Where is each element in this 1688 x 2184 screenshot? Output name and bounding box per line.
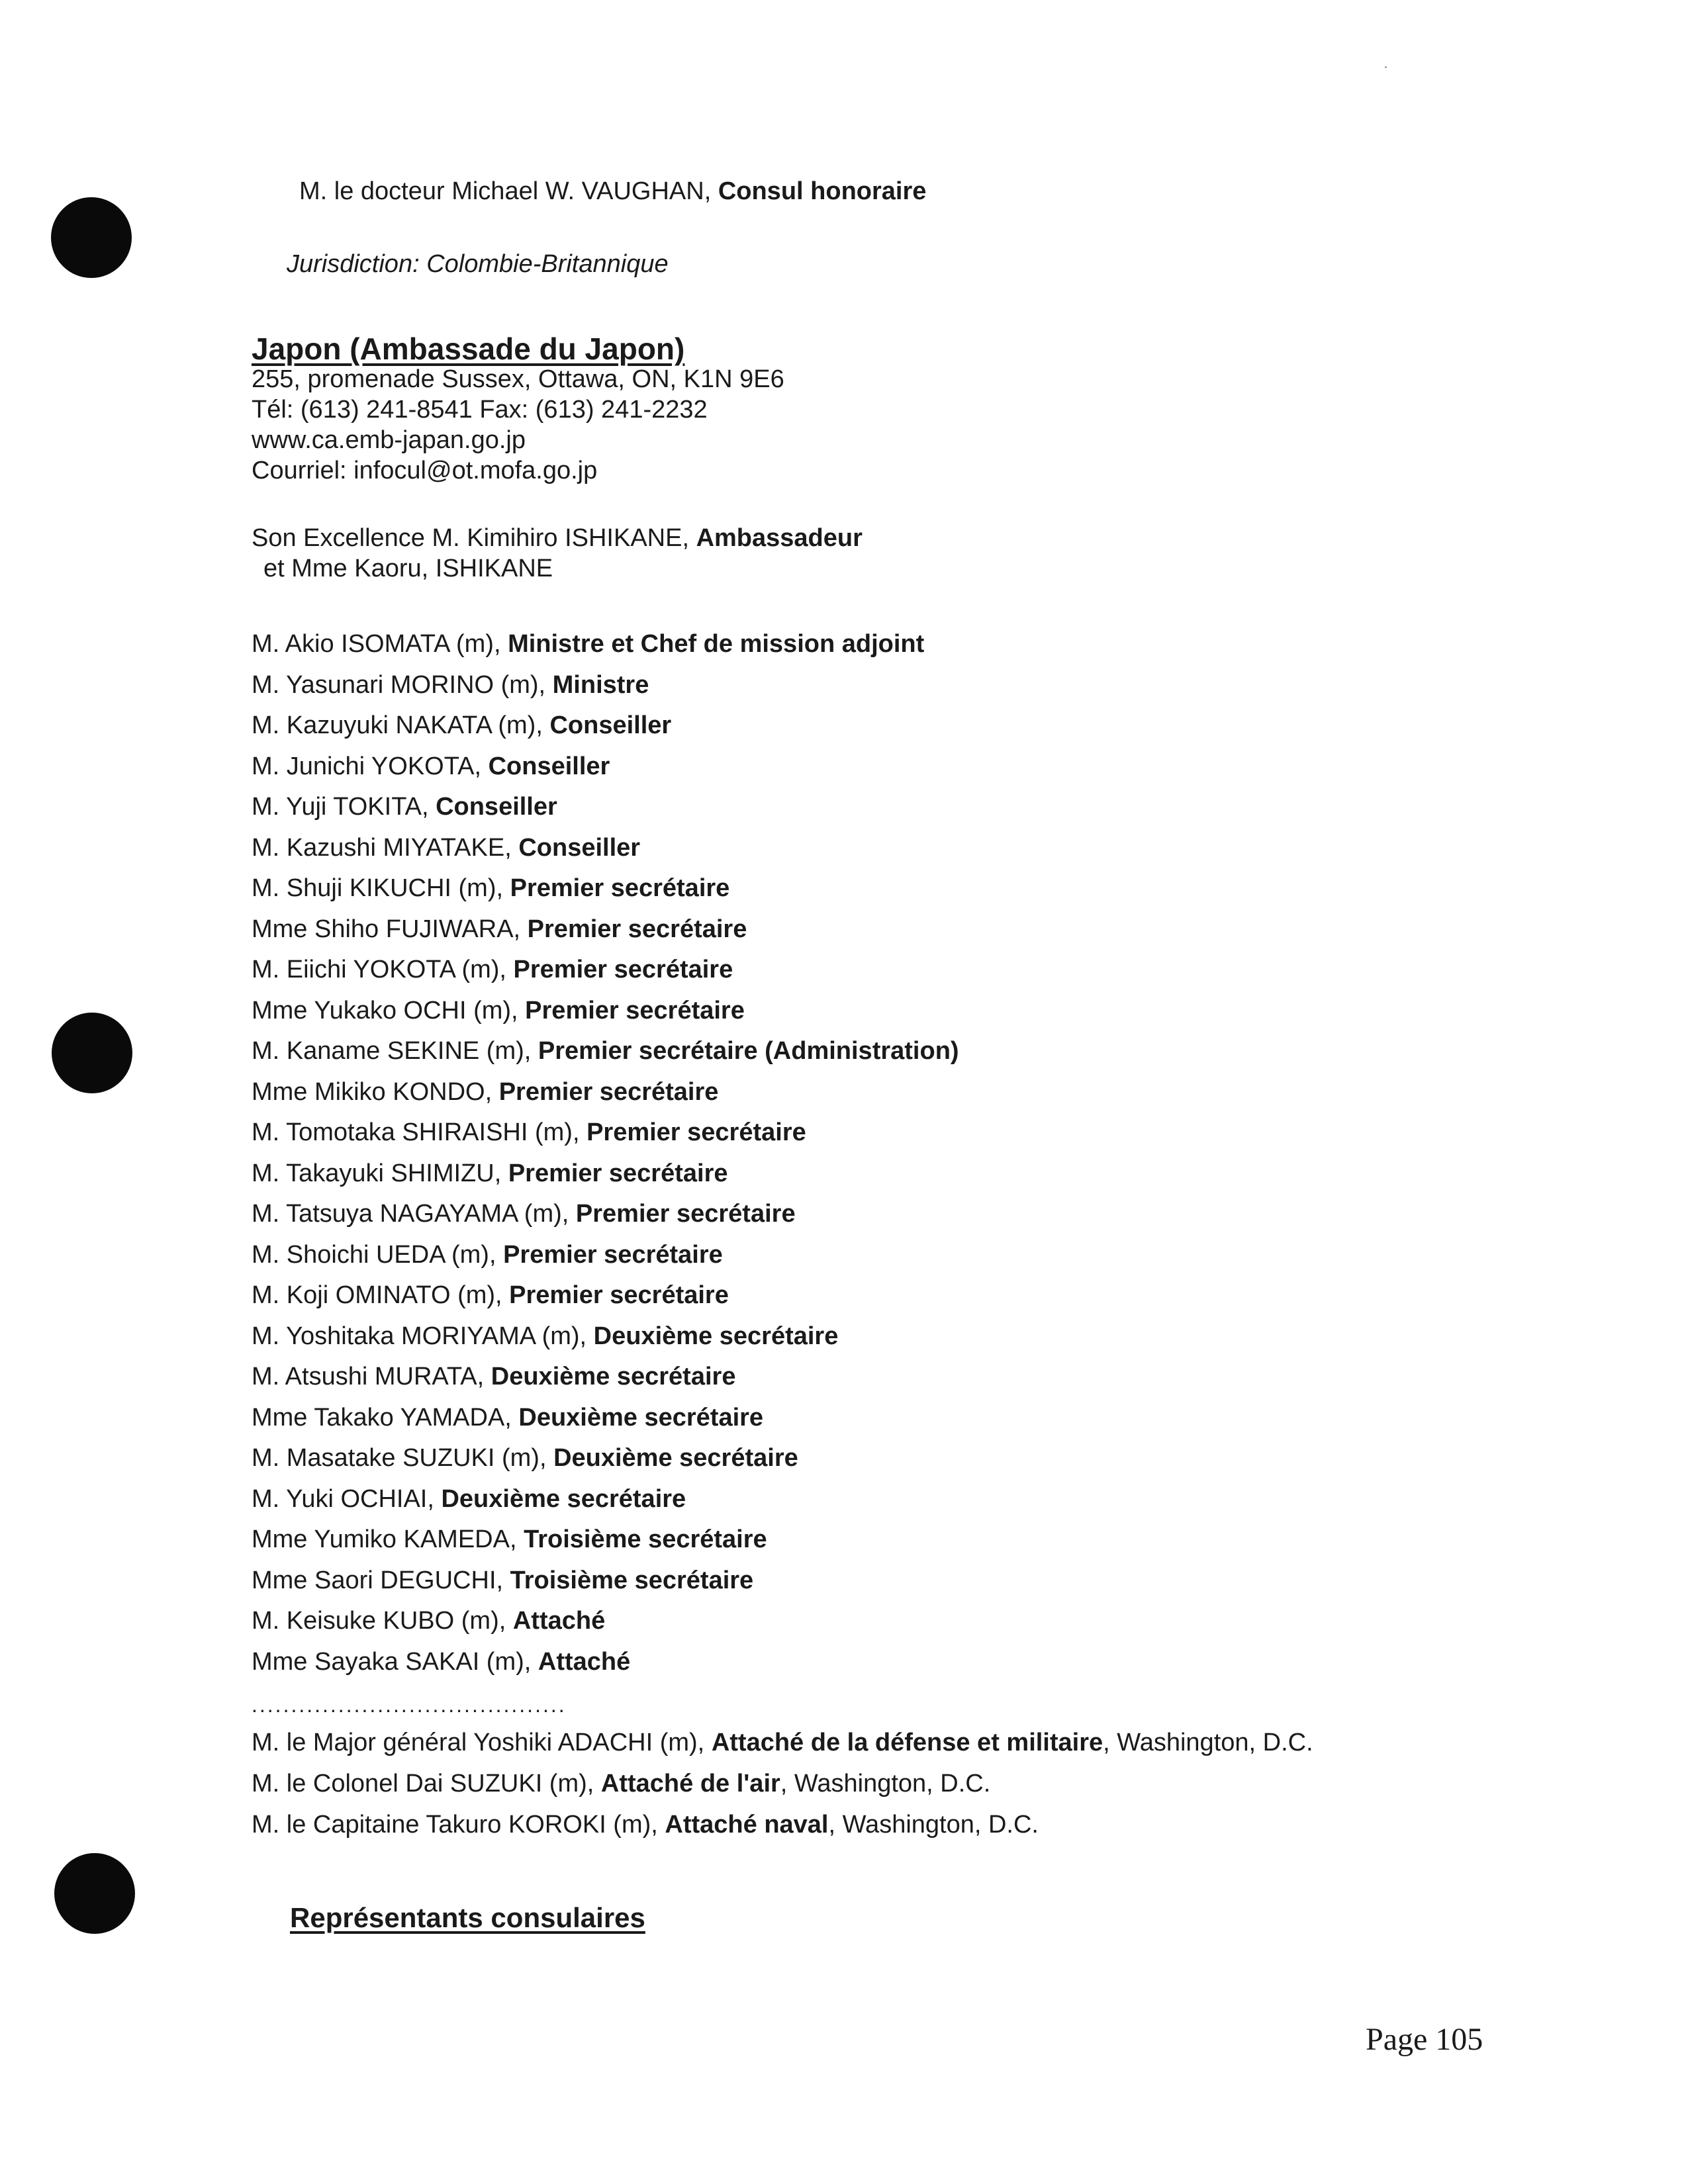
ambassador-spouse: et Mme Kaoru, ISHIKANE <box>263 555 553 582</box>
staff-title: Conseiller <box>518 834 641 862</box>
staff-name: M. Yoshitaka MORIYAMA (m), <box>252 1322 594 1350</box>
staff-title: Premier secrétaire <box>510 874 730 902</box>
staff-row <box>252 1158 728 1189</box>
military-attache-name: M. le Capitaine Takuro KOROKI (m), <box>252 1811 665 1839</box>
staff-row <box>252 1280 729 1310</box>
embassy-phone: Tél: (613) 241-8541 Fax: (613) 241-2232 <box>252 396 708 424</box>
staff-title: Premier secrétaire <box>508 1160 728 1187</box>
staff-row <box>252 1484 686 1514</box>
staff-row <box>252 1443 798 1473</box>
staff-name: M. Kazuyuki NAKATA (m), <box>252 711 550 739</box>
staff-name: M. Atsushi MURATA, <box>252 1363 491 1390</box>
top-entry-line <box>299 176 926 206</box>
staff-name: Mme Yumiko KAMEDA, <box>252 1525 524 1553</box>
ambassador-line <box>252 523 863 553</box>
military-attache-location: , Washington, D.C. <box>1103 1729 1313 1756</box>
embassy-address: 255, promenade Sussex, Ottawa, ON, K1N 9E6 <box>252 365 784 393</box>
staff-row <box>252 670 649 700</box>
military-attache-row <box>252 1809 1039 1840</box>
staff-title: Troisième secrétaire <box>524 1525 767 1553</box>
staff-row <box>252 629 924 659</box>
military-attache-title: Attaché naval <box>665 1811 829 1839</box>
page-number: Page 105 <box>1366 2022 1483 2057</box>
staff-title: Attaché <box>512 1607 606 1635</box>
staff-title: Ministre et Chef de mission adjoint <box>508 630 925 658</box>
staff-row <box>252 1036 959 1066</box>
binder-hole-bottom <box>54 1853 135 1934</box>
staff-row <box>252 1199 796 1229</box>
staff-row <box>252 1361 735 1392</box>
ambassador-name: Son Excellence M. Kimihiro ISHIKANE, <box>252 524 696 552</box>
staff-title: Premier secrétaire <box>503 1241 723 1269</box>
staff-name: Mme Mikiko KONDO, <box>252 1078 499 1106</box>
military-attache-name: M. le Major général Yoshiki ADACHI (m), <box>252 1729 712 1756</box>
military-attache-location: , Washington, D.C. <box>828 1811 1039 1839</box>
staff-name: M. Shuji KIKUCHI (m), <box>252 874 510 902</box>
staff-title: Deuxième secrétaire <box>518 1404 764 1432</box>
staff-title: Conseiller <box>488 752 610 780</box>
staff-title: Premier secrétaire (Administration) <box>538 1037 959 1065</box>
staff-name: M. Yuki OCHIAI, <box>252 1485 442 1513</box>
staff-name: M. Yasunari MORINO (m), <box>252 671 553 699</box>
staff-row <box>252 833 640 863</box>
staff-row <box>252 995 745 1026</box>
staff-name: M. Tatsuya NAGAYAMA (m), <box>252 1200 576 1228</box>
scan-speck <box>1385 66 1387 68</box>
staff-name: Mme Takako YAMADA, <box>252 1404 519 1432</box>
staff-title: Deuxième secrétaire <box>491 1363 736 1390</box>
embassy-website: www.ca.emb-japan.go.jp <box>252 426 526 454</box>
staff-row <box>252 751 610 782</box>
staff-name: M. Tomotaka SHIRAISHI (m), <box>252 1118 587 1146</box>
staff-row <box>252 1524 767 1555</box>
staff-name: M. Koji OMINATO (m), <box>252 1281 510 1309</box>
staff-title: Premier secrétaire <box>509 1281 729 1309</box>
staff-row <box>252 1077 718 1107</box>
staff-name: Mme Saori DEGUCHI, <box>252 1567 510 1594</box>
staff-title: Deuxième secrétaire <box>593 1322 839 1350</box>
staff-name: M. Kaname SEKINE (m), <box>252 1037 538 1065</box>
staff-title: Conseiller <box>549 711 672 739</box>
military-attache-location: , Washington, D.C. <box>780 1770 991 1797</box>
staff-name: Mme Sayaka SAKAI (m), <box>252 1648 538 1676</box>
staff-row <box>252 954 733 985</box>
staff-title: Premier secrétaire <box>513 956 733 983</box>
staff-name: M. Eiichi YOKOTA (m), <box>252 956 514 983</box>
staff-row <box>252 710 671 741</box>
military-attache-row <box>252 1727 1313 1758</box>
staff-row <box>252 1402 763 1433</box>
embassy-email: Courriel: infocul@ot.mofa.go.jp <box>252 457 598 484</box>
staff-title: Conseiller <box>436 793 557 821</box>
staff-row <box>252 1240 723 1270</box>
top-entry-title: Consul honoraire <box>718 177 927 205</box>
staff-title: Premier secrétaire <box>498 1078 719 1106</box>
staff-name: M. Masatake SUZUKI (m), <box>252 1444 554 1472</box>
ambassador-title: Ambassadeur <box>696 524 863 552</box>
embassy-heading: Japon (Ambassade du Japon) <box>252 332 685 366</box>
staff-row <box>252 1647 630 1677</box>
military-attache-row <box>252 1768 990 1799</box>
staff-title: Deuxième secrétaire <box>441 1485 686 1513</box>
binder-hole-middle <box>52 1013 132 1093</box>
staff-name: M. Takayuki SHIMIZU, <box>252 1160 508 1187</box>
military-attache-title: Attaché de l'air <box>600 1770 780 1797</box>
staff-row <box>252 1321 838 1351</box>
staff-title: Premier secrétaire <box>586 1118 806 1146</box>
top-entry-name: M. le docteur Michael W. VAUGHAN, <box>299 177 718 205</box>
staff-name: M. Keisuke KUBO (m), <box>252 1607 513 1635</box>
separator-dots: ........................................ <box>252 1693 567 1717</box>
staff-title: Troisième secrétaire <box>510 1567 754 1594</box>
staff-name: M. Shoichi UEDA (m), <box>252 1241 504 1269</box>
staff-name: Mme Yukako OCHI (m), <box>252 997 526 1024</box>
staff-title: Premier secrétaire <box>527 915 747 943</box>
staff-name: M. Yuji TOKITA, <box>252 793 436 821</box>
consular-heading: Représentants consulaires <box>290 1902 645 1933</box>
staff-title: Ministre <box>552 671 649 699</box>
staff-row <box>252 1606 605 1636</box>
military-attache-name: M. le Colonel Dai SUZUKI (m), <box>252 1770 601 1797</box>
staff-title: Premier secrétaire <box>575 1200 796 1228</box>
staff-name: M. Kazushi MIYATAKE, <box>252 834 519 862</box>
military-attache-title: Attaché de la défense et militaire <box>711 1729 1103 1756</box>
staff-title: Attaché <box>538 1648 631 1676</box>
top-entry-jurisdiction: Jurisdiction: Colombie-Britannique <box>287 250 669 278</box>
binder-hole-top <box>51 197 132 278</box>
staff-name: Mme Shiho FUJIWARA, <box>252 915 528 943</box>
staff-row <box>252 792 557 822</box>
staff-title: Deuxième secrétaire <box>553 1444 798 1472</box>
staff-row <box>252 1565 753 1596</box>
staff-name: M. Akio ISOMATA (m), <box>252 630 508 658</box>
staff-row <box>252 873 729 903</box>
staff-row <box>252 914 747 944</box>
staff-title: Premier secrétaire <box>525 997 745 1024</box>
staff-name: M. Junichi YOKOTA, <box>252 752 489 780</box>
staff-row <box>252 1117 806 1148</box>
